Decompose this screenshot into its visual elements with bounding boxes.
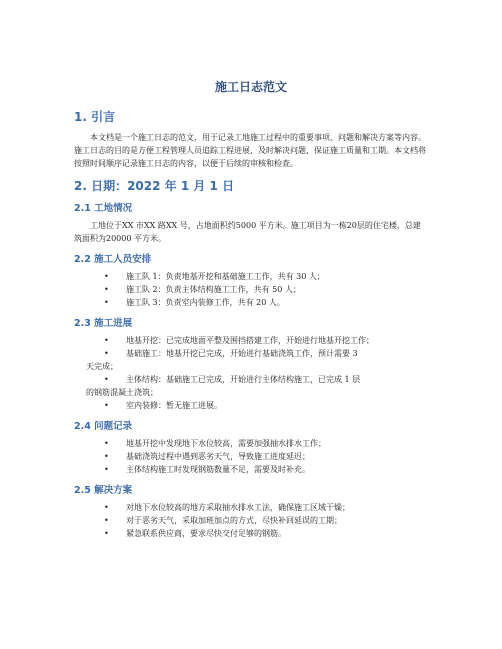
- list-item: [74, 347, 428, 373]
- list-item-text: 施工队 3：负责室内装修工作，共有 20 人。: [126, 298, 285, 307]
- document-title: 施工日志范文: [214, 80, 287, 94]
- bullet-icon: •: [104, 503, 109, 512]
- list-item-text-continued: 天完成；: [86, 362, 118, 371]
- bullet-icon: •: [104, 349, 109, 358]
- bullet-icon: •: [104, 375, 109, 384]
- issues-heading: 2.4 问题记录: [74, 421, 133, 432]
- list-item-text: 施工队 1：负责地基开挖和基础施工工作，共有 30 人；: [126, 272, 325, 281]
- progress-list: [74, 334, 428, 412]
- list-item-text: 室内装修：暂无施工进展。: [126, 401, 222, 410]
- bullet-icon: •: [104, 465, 109, 474]
- bullet-icon: •: [104, 439, 109, 448]
- list-item-text: 对地下水位较高的地方采取抽水排水工法，确保施工区域干燥；: [126, 503, 350, 512]
- staff-heading: 2.2 施工人员安排: [74, 254, 152, 265]
- intro-paragraph: 本文档是一个施工日志的范文，用于记录工地施工过程中的重要事项、问题和解决方案等内容。施工日志的目的是方便工程管理人员追踪工程进展，及时解决问题，保证施工质量和工期。本文档将按照时间顺序记录施工日志的内容，以便于后续的审核和检查。: [74, 133, 426, 168]
- list-item: [74, 463, 428, 476]
- progress-heading: 2.3 施工进展: [74, 318, 133, 329]
- list-item: [74, 501, 428, 514]
- intro-heading: 1. 引言: [74, 110, 116, 124]
- list-item: [74, 437, 428, 450]
- bullet-icon: •: [104, 516, 109, 525]
- list-item-text: 施工队 2：负责主体结构施工工作，共有 50 人；: [126, 285, 301, 294]
- list-item-text: 地基开挖：已完成地面平整及围挡搭建工作，开始进行地基开挖工作；: [126, 336, 374, 345]
- list-item-text: 主体结构施工时发现钢筋数量不足，需要及时补充。: [126, 465, 310, 474]
- site-paragraph: 工地位于XX 市XX 路XX 号，占地面积约5000 平方米。施工项目为一栋20层的住宅楼，总建筑面积为20000 平方米。: [74, 221, 421, 243]
- site-heading: 2.1 工地情况: [74, 203, 133, 214]
- bullet-icon: •: [104, 401, 109, 410]
- list-item: [74, 270, 428, 283]
- list-item: [74, 283, 428, 296]
- bullet-icon: •: [104, 272, 109, 281]
- bullet-icon: •: [104, 529, 109, 538]
- solutions-heading: 2.5 解决方案: [74, 485, 133, 496]
- list-item: [74, 373, 428, 399]
- bullet-icon: •: [104, 285, 109, 294]
- list-item: [74, 296, 428, 309]
- list-item: [74, 334, 428, 347]
- solutions-list: [74, 501, 428, 540]
- staff-list: [74, 270, 428, 309]
- list-item-text-continued: 的钢筋混凝土浇筑；: [86, 388, 158, 397]
- bullet-icon: •: [104, 336, 109, 345]
- list-item: [74, 527, 428, 540]
- list-item-text: 地基开挖中发现地下水位较高，需要加强抽水排水工作；: [126, 439, 326, 448]
- bullet-icon: •: [104, 452, 109, 461]
- list-item: [74, 514, 428, 527]
- list-item: [74, 450, 428, 463]
- list-item: [74, 399, 428, 412]
- bullet-icon: •: [104, 298, 109, 307]
- list-item-text: 基础施工：地基开挖已完成，开始进行基础浇筑工作，预计需要 3: [126, 349, 358, 358]
- list-item-text: 主体结构：基础施工已完成，开始进行主体结构施工，已完成 1 层: [126, 375, 361, 384]
- list-item-text: 基础浇筑过程中遇到恶劣天气，导致施工进度延迟；: [126, 452, 310, 461]
- date-heading: 2. 日期：2022 年 1 月 1 日: [74, 179, 235, 193]
- list-item-text: 对于恶劣天气，采取加班加点的方式，尽快补回延误的工期；: [126, 516, 342, 525]
- list-item-text: 紧急联系供应商，要求尽快交付足够的钢筋。: [126, 529, 286, 538]
- issues-list: [74, 437, 428, 476]
